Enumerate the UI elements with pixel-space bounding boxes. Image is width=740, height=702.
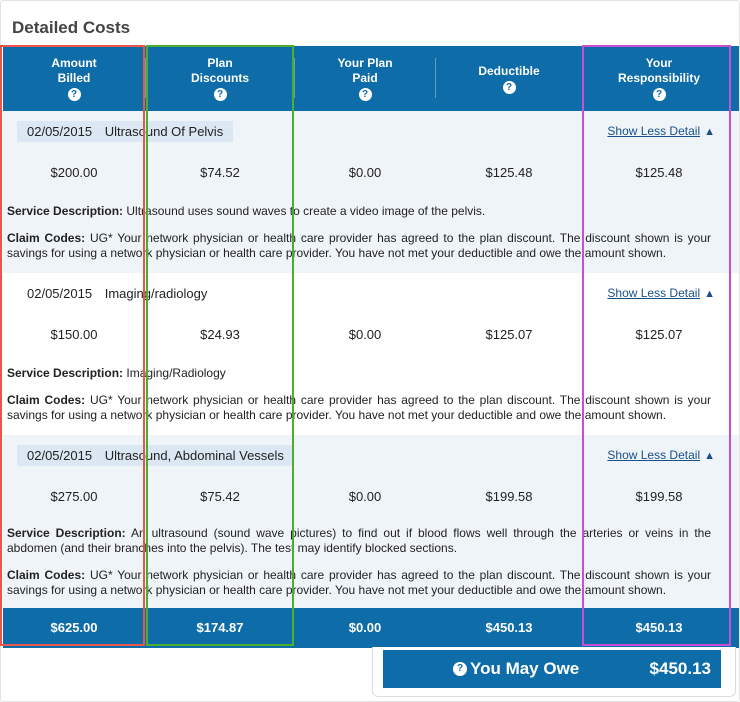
show-less-detail-link[interactable]: [607, 448, 715, 462]
help-icon[interactable]: ?: [68, 88, 81, 101]
claim-codes-label: Claim Codes:: [7, 231, 86, 245]
service-description: [7, 366, 711, 381]
you-may-owe-amount: $450.13: [649, 659, 711, 678]
service-date: 02/05/2015: [27, 448, 93, 463]
service-description-label: Service Description:: [7, 526, 126, 540]
responsibility-value: $125.07: [635, 327, 683, 342]
service-name: Imaging/radiology: [104, 286, 208, 301]
col-header-label: Responsibility: [617, 71, 700, 85]
plan-discounts-value: $75.42: [200, 489, 240, 504]
total-amount-billed: $625.00: [50, 620, 98, 635]
deductible-value: $125.48: [485, 165, 533, 180]
service-title: [17, 445, 294, 466]
show-less-detail-link[interactable]: [607, 124, 715, 138]
col-header-label: Your: [645, 56, 673, 70]
help-icon[interactable]: ?: [653, 88, 666, 101]
col-header-plan-paid: [295, 46, 435, 111]
service-description: [7, 526, 711, 556]
toggle-label[interactable]: Show Less Detail: [607, 286, 701, 300]
claim-codes-label: Claim Codes:: [7, 393, 86, 407]
col-header-deductible: [436, 46, 582, 111]
service-date: 02/05/2015: [27, 286, 93, 301]
service-description-label: Service Description:: [7, 366, 124, 380]
service-description: [7, 204, 711, 219]
col-header-your-responsibility: [584, 46, 734, 111]
help-icon[interactable]: ?: [503, 81, 516, 94]
help-icon[interactable]: ?: [214, 88, 227, 101]
collapse-arrow-icon[interactable]: ▲: [704, 126, 715, 138]
service-row: [3, 111, 739, 273]
service-name: Ultrasound Of Pelvis: [104, 124, 224, 139]
col-header-label: Your Plan: [337, 56, 393, 70]
plan-paid-value: $0.00: [348, 165, 382, 180]
total-deductible: $450.13: [485, 620, 533, 635]
col-header-label: Amount: [51, 56, 97, 70]
service-description-text: An ultrasound (sound wave pictures) to find out if blood flows well through the arteries or veins in the abdomen (and their branches into the pelvis). The test may identify blocked sections.: [7, 526, 711, 555]
amount-billed-value: $150.00: [50, 327, 98, 342]
you-may-owe-bar: [383, 650, 721, 688]
amount-billed-value: $275.00: [50, 489, 98, 504]
claim-codes-label: Claim Codes:: [7, 568, 86, 582]
totals-row: [3, 608, 739, 648]
collapse-arrow-icon[interactable]: ▲: [704, 450, 715, 462]
plan-paid-value: $0.00: [348, 489, 382, 504]
service-title: [17, 283, 217, 304]
col-header-label: Paid: [352, 71, 378, 85]
col-header-label: Plan: [207, 56, 233, 70]
service-description-text: Ultrasound uses sound waves to create a video image of the pelvis.: [123, 204, 486, 218]
service-row: [3, 273, 739, 435]
total-plan-discounts: $174.87: [196, 620, 244, 635]
service-row: [3, 435, 739, 608]
claim-codes: [7, 231, 711, 261]
total-responsibility: $450.13: [635, 620, 683, 635]
service-name: Ultrasound, Abdominal Vessels: [104, 448, 284, 463]
toggle-label[interactable]: Show Less Detail: [607, 448, 701, 462]
col-header-label: Billed: [57, 71, 91, 85]
col-header-label: Deductible: [478, 64, 540, 78]
service-description-label: Service Description:: [7, 204, 124, 218]
deductible-value: $125.07: [485, 327, 533, 342]
plan-paid-value: $0.00: [348, 327, 382, 342]
plan-discounts-value: $74.52: [200, 165, 240, 180]
toggle-label[interactable]: Show Less Detail: [607, 124, 701, 138]
responsibility-value: $125.48: [635, 165, 683, 180]
collapse-arrow-icon[interactable]: ▲: [704, 288, 715, 300]
claim-codes-text: UG* Your network physician or health care provider has agreed to the plan discount. The discount shown is your savings for using a network physician or health care provider. You have not met your deductible and owe the amount shown.: [7, 393, 712, 422]
service-description-text: Imaging/Radiology: [123, 366, 226, 380]
deductible-value: $199.58: [485, 489, 533, 504]
col-header-amount-billed: [3, 46, 145, 111]
claim-codes: [7, 568, 711, 598]
service-date: 02/05/2015: [27, 124, 93, 139]
col-header-plan-discounts: [146, 46, 294, 111]
responsibility-value: $199.58: [635, 489, 683, 504]
show-less-detail-link[interactable]: [607, 286, 715, 300]
service-title: [17, 121, 233, 142]
help-icon[interactable]: ?: [359, 88, 372, 101]
table-header: [3, 46, 739, 111]
total-plan-paid: $0.00: [348, 620, 382, 635]
col-header-label: Discounts: [190, 71, 249, 85]
claim-codes-text: UG* Your network physician or health care provider has agreed to the plan discount. The discount shown is your savings for using a network physician or health care provider. You have not met your deductible and owe the amount shown.: [7, 568, 712, 597]
claim-codes-text: UG* Your network physician or health care provider has agreed to the plan discount. The discount shown is your savings for using a network physician or health care provider. You have not met your deductible and owe the amount shown.: [7, 231, 712, 260]
page-title: Detailed Costs: [12, 18, 131, 37]
amount-billed-value: $200.00: [50, 165, 98, 180]
help-icon[interactable]: ?: [453, 662, 467, 676]
claim-codes: [7, 393, 711, 423]
plan-discounts-value: $24.93: [200, 327, 240, 342]
you-may-owe-label: You May Owe: [470, 659, 580, 678]
